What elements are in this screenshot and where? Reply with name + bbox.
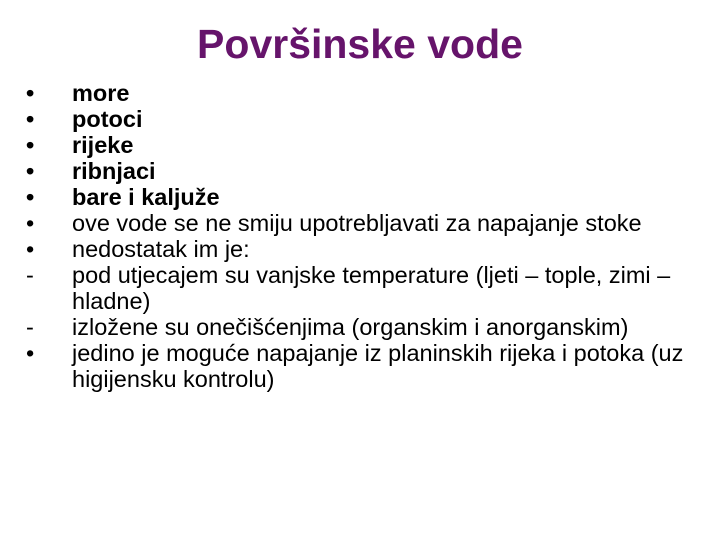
list-item xyxy=(26,210,706,236)
list-item-text: ove vode se ne smiju upotrebljavati za napajanje stoke xyxy=(72,210,642,236)
dash-marker: - xyxy=(26,314,34,340)
list-item xyxy=(26,236,706,262)
list-item xyxy=(26,80,706,106)
bullet-marker: • xyxy=(26,80,35,106)
list-item xyxy=(26,262,706,314)
list-item xyxy=(26,106,706,132)
list-item-text: pod utjecajem su vanjske temperature (ljeti – tople, zimi – hladne) xyxy=(72,262,671,314)
list-item-text: ribnjaci xyxy=(72,158,156,184)
list-item-text: izložene su onečišćenjima (organskim i anorganskim) xyxy=(72,314,629,340)
bullet-list xyxy=(26,80,706,392)
list-item-text: rijeke xyxy=(72,132,134,158)
bullet-marker: • xyxy=(26,340,35,366)
slide-title: Površinske vode xyxy=(197,21,523,67)
list-item-text: bare i kaljuže xyxy=(72,184,220,210)
bullet-marker: • xyxy=(26,132,35,158)
bullet-marker: • xyxy=(26,210,35,236)
list-item xyxy=(26,184,706,210)
list-item xyxy=(26,132,706,158)
bullet-marker: • xyxy=(26,106,35,132)
list-item xyxy=(26,340,706,392)
list-item-text: jedino je moguće napajanje iz planinskih rijeka i potoka (uz higijensku kontrolu) xyxy=(72,340,684,392)
dash-marker: - xyxy=(26,262,34,288)
bullet-marker: • xyxy=(26,158,35,184)
list-item-text: potoci xyxy=(72,106,143,132)
list-item-text: more xyxy=(72,80,130,106)
bullet-marker: • xyxy=(26,236,35,262)
list-item xyxy=(26,158,706,184)
list-item xyxy=(26,314,706,340)
bullet-marker: • xyxy=(26,184,35,210)
list-item-text: nedostatak im je: xyxy=(72,236,250,262)
